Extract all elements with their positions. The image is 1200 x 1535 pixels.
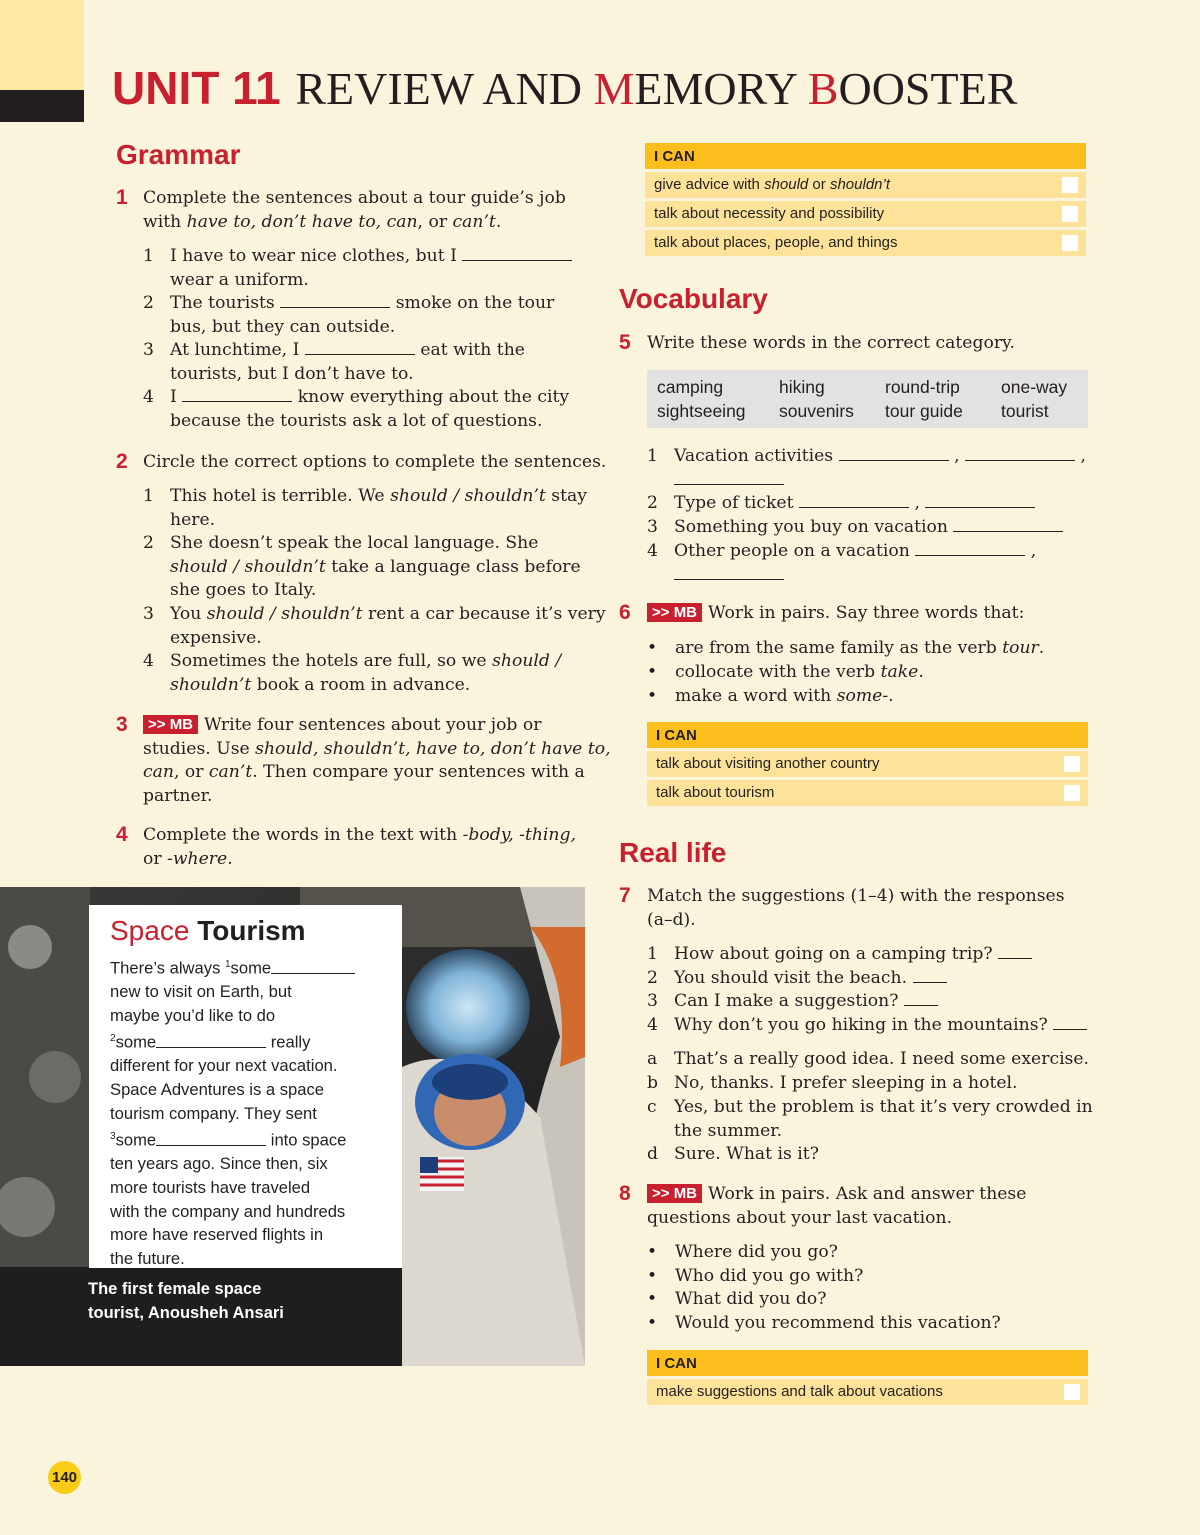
exercise-2-item: 3 You should / shouldn’t rent a car because it’s very expensive.: [143, 604, 606, 648]
response-item: a That’s a really good idea. I need some exercise.: [647, 1049, 1090, 1069]
answer-blank[interactable]: [925, 493, 1035, 508]
i-can-box: I CAN give advice with should or shouldn’t talk about necessity and possibility talk about places, people, and things: [645, 143, 1086, 256]
bullet-item: • What did you do?: [647, 1289, 827, 1309]
space-tourism-body: There’s always $^1$some new to visit on Earth, but maybe you’d like to do $^2$some really different for your next vacation. Space Adventures is a space tourism company. They sent $^3$some into space ten years ago. Since then, six more tourists have traveled with the company and hundreds more have reserved flights in the future.: [110, 953, 355, 1270]
i-can-row: talk about tourism: [647, 780, 1088, 806]
answer-blank[interactable]: [156, 1131, 266, 1146]
suggestion-item: 3 Can I make a suggestion?: [647, 990, 1087, 1014]
grammar-heading: Grammar: [116, 139, 241, 170]
word: camping: [657, 377, 724, 397]
word-box: [647, 370, 1088, 428]
i-can-row: give advice with should or shouldn’t: [645, 172, 1086, 198]
exercise-5-instructions: Write these words in the correct category.: [647, 333, 1015, 353]
response-item: c Yes, but the problem is that it’s very crowded in the summer.: [647, 1097, 1093, 1141]
checkbox[interactable]: [1064, 785, 1080, 801]
real-life-heading: Real life: [619, 837, 727, 868]
suggestion-item: 4 Why don’t you go hiking in the mountains?: [647, 1014, 1087, 1038]
word: sightseeing: [657, 401, 746, 421]
i-can-box: I CAN talk about visiting another country talk about tourism: [647, 722, 1088, 806]
answer-blank[interactable]: [271, 959, 355, 974]
memory-booster-badge: >> MB: [143, 715, 198, 734]
exercise-5-item: 1 Vacation activities , ,: [647, 445, 1087, 493]
exercise-5-item: 3 Something you buy on vacation: [647, 516, 1087, 540]
checkbox[interactable]: [1064, 756, 1080, 772]
corner-bar: [0, 90, 84, 122]
checkbox[interactable]: [1062, 206, 1078, 222]
photo-caption: The first female space tourist, Anousheh Ansari: [88, 1280, 284, 1322]
bullet-item: • are from the same family as the verb tour.: [647, 638, 1045, 658]
option-choice[interactable]: shouldn’t: [170, 674, 252, 695]
answer-blank[interactable]: [904, 991, 938, 1006]
answer-blank[interactable]: [674, 565, 784, 580]
answer-blank[interactable]: [953, 517, 1063, 532]
response-item: b No, thanks. I prefer sleeping in a hotel.: [647, 1073, 1018, 1093]
exercise-3-instructions: >> MB Write four sentences about your job or studies. Use should, shouldn’t, have to, don’t have to, can, or can’t. Then compare your sentences with a partner.: [143, 715, 611, 806]
page-title: UNIT 11 REVIEW AND MEMORY BOOSTER: [112, 62, 1018, 114]
exercise-2-item: 2 She doesn’t speak the local language. She should / shouldn’t take a language class before she goes to Italy.: [143, 533, 581, 600]
exercise-2-item: 4 Sometimes the hotels are full, so we should / shouldn’t book a room in advance.: [143, 651, 562, 695]
i-can-row: talk about places, people, and things: [645, 230, 1086, 256]
unit-label: UNIT 11: [112, 62, 281, 114]
option-choice[interactable]: should /: [492, 651, 562, 671]
exercise-1-item: 1 I have to wear nice clothes, but I wear a uniform.: [143, 245, 583, 293]
answer-blank[interactable]: [1053, 1015, 1087, 1030]
suggestion-item: 1 How about going on a camping trip?: [647, 943, 1087, 967]
answer-blank[interactable]: [182, 387, 292, 402]
checkbox[interactable]: [1062, 177, 1078, 193]
i-can-row: talk about visiting another country: [647, 751, 1088, 777]
corner-tab: [0, 0, 84, 90]
exercise-5-item: 4 Other people on a vacation ,: [647, 540, 1087, 588]
exercise-6-instructions: >> MB Work in pairs. Say three words that:: [647, 602, 1024, 626]
answer-blank[interactable]: [839, 446, 949, 461]
word: round-trip: [885, 377, 960, 397]
exercise-1-item: 2 The tourists smoke on the tour bus, but they can outside.: [143, 293, 555, 337]
answer-blank[interactable]: [674, 470, 784, 485]
answer-blank[interactable]: [998, 944, 1032, 959]
word: tour guide: [885, 401, 963, 421]
exercise-5-item: 2 Type of ticket ,: [647, 492, 1087, 516]
answer-blank[interactable]: [915, 541, 1025, 556]
checkbox[interactable]: [1062, 235, 1078, 251]
bullet-item: • collocate with the verb take.: [647, 662, 924, 682]
option-choice[interactable]: should / shouldn’t: [206, 604, 363, 624]
answer-blank[interactable]: [965, 446, 1075, 461]
answer-blank[interactable]: [156, 1033, 266, 1048]
space-tourism-text-box: [89, 905, 402, 1268]
answer-blank[interactable]: [913, 968, 947, 983]
answer-blank[interactable]: [462, 246, 572, 261]
i-can-box: I CAN make suggestions and talk about vacations: [647, 1350, 1088, 1405]
bullet-item: • Where did you go?: [647, 1242, 838, 1262]
exercise-2-item: 1 This hotel is terrible. We should / shouldn’t stay here.: [143, 486, 587, 530]
bullet-item: • Would you recommend this vacation?: [647, 1313, 1001, 1333]
answer-blank[interactable]: [280, 293, 390, 308]
exercise-1-item: 3 At lunchtime, I eat with the tourists, but I don’t have to.: [143, 340, 525, 384]
bullet-item: • make a word with some-.: [647, 686, 894, 706]
option-choice[interactable]: should / shouldn’t: [390, 486, 546, 506]
word: one-way: [1001, 377, 1068, 397]
memory-booster-badge: >> MB: [647, 603, 702, 622]
exercise-2-instructions: Circle the correct options to complete the sentences.: [143, 452, 607, 472]
word: tourist: [1001, 401, 1049, 421]
answer-blank[interactable]: [799, 493, 909, 508]
exercise-1-item: 4 I know everything about the city because the tourists ask a lot of questions.: [143, 387, 570, 431]
page-number: 140: [48, 1461, 81, 1494]
exercise-7-instructions: Match the suggestions (1–4) with the responses (a–d).: [647, 886, 1065, 930]
suggestion-item: 2 You should visit the beach.: [647, 967, 1087, 991]
response-item: d Sure. What is it?: [647, 1144, 819, 1164]
vocabulary-heading: Vocabulary: [619, 283, 768, 314]
exercise-8-instructions: >> MB Work in pairs. Ask and answer these questions about your last vacation.: [647, 1184, 1027, 1228]
answer-blank[interactable]: [305, 340, 415, 355]
i-can-row: talk about necessity and possibility: [645, 201, 1086, 227]
memory-booster-badge: >> MB: [647, 1184, 702, 1203]
bullet-item: • Who did you go with?: [647, 1266, 864, 1286]
i-can-row: make suggestions and talk about vacations: [647, 1379, 1088, 1405]
word: hiking: [779, 377, 825, 397]
exercise-1-instructions: Complete the sentences about a tour guide’s job with have to, don’t have to, can, or can’t.: [143, 188, 566, 232]
word: souvenirs: [779, 401, 854, 421]
space-tourism-title: Space Tourism: [110, 915, 306, 946]
option-choice[interactable]: should / shouldn’t: [170, 556, 326, 577]
checkbox[interactable]: [1064, 1384, 1080, 1400]
exercise-4-instructions: Complete the words in the text with -body, -thing, or -where.: [143, 825, 576, 869]
